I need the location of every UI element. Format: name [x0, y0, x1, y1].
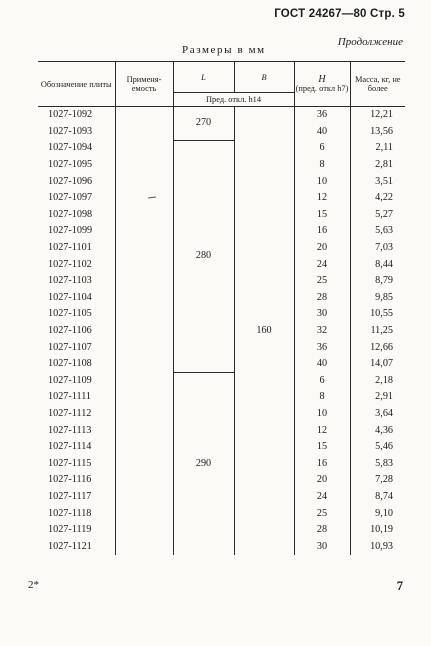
cell-mass: 7,03: [350, 240, 405, 257]
cell-designation: 1027-1093: [38, 124, 115, 141]
cell-H: 6: [294, 373, 350, 390]
cell-designation: 1027-1092: [38, 107, 115, 124]
cell-designation: 1027-1117: [38, 489, 115, 506]
cell-applicability: [115, 140, 173, 157]
cell-mass: 14,07: [350, 356, 405, 373]
cell-applicability: [115, 339, 173, 356]
cell-H: 10: [294, 406, 350, 423]
page-header: [274, 8, 405, 20]
sizes-title: Размеры в мм: [182, 44, 266, 56]
cell-designation: 1027-1103: [38, 273, 115, 290]
cell-H: 12: [294, 422, 350, 439]
cell-mass: 4,22: [350, 190, 405, 207]
cell-applicability: [115, 505, 173, 522]
header-H: [294, 62, 350, 107]
cell-H: 28: [294, 522, 350, 539]
cell-designation: 1027-1113: [38, 422, 115, 439]
cell-designation: 1027-1105: [38, 306, 115, 323]
cell-mass: 9,10: [350, 505, 405, 522]
cell-designation: 1027-1119: [38, 522, 115, 539]
cell-H: 15: [294, 207, 350, 224]
cell-applicability: [115, 256, 173, 273]
cell-mass: 3,64: [350, 406, 405, 423]
cell-mass: 2,91: [350, 389, 405, 406]
cell-applicability: [115, 240, 173, 257]
cell-designation: 1027-1097: [38, 190, 115, 207]
table-row: [38, 373, 405, 390]
pen-mark: [147, 196, 155, 198]
cell-designation: 1027-1109: [38, 373, 115, 390]
table-row: [38, 107, 405, 124]
cell-H: 36: [294, 107, 350, 124]
cell-designation: 1027-1107: [38, 339, 115, 356]
cell-H: 32: [294, 323, 350, 340]
cell-mass: 2,18: [350, 373, 405, 390]
header-H-symbol: H: [318, 74, 326, 85]
cell-H: 15: [294, 439, 350, 456]
cell-applicability: [115, 356, 173, 373]
cell-applicability: [115, 323, 173, 340]
cell-mass: 5,63: [350, 223, 405, 240]
cell-applicability: [115, 522, 173, 539]
cell-B: 160: [234, 107, 294, 556]
cell-H: 30: [294, 538, 350, 555]
cell-applicability: [115, 207, 173, 224]
cell-mass: 5,46: [350, 439, 405, 456]
cell-applicability: [115, 422, 173, 439]
table-body: [38, 107, 405, 556]
cell-applicability: [115, 389, 173, 406]
cell-L: 270: [173, 107, 234, 141]
cell-mass: 3,51: [350, 173, 405, 190]
cell-H: 25: [294, 505, 350, 522]
cell-designation: 1027-1099: [38, 223, 115, 240]
cell-applicability: [115, 157, 173, 174]
cell-applicability: [115, 472, 173, 489]
cell-mass: 5,27: [350, 207, 405, 224]
cell-mass: 10,93: [350, 538, 405, 555]
header-tolerance-h14: Пред. откл. h14: [173, 93, 294, 107]
cell-applicability: [115, 306, 173, 323]
cell-H: 12: [294, 190, 350, 207]
cell-applicability: [115, 538, 173, 555]
cell-L: 280: [173, 140, 234, 372]
cell-designation: 1027-1118: [38, 505, 115, 522]
cell-designation: 1027-1116: [38, 472, 115, 489]
cell-applicability: [115, 124, 173, 141]
cell-mass: 8,74: [350, 489, 405, 506]
cell-H: 30: [294, 306, 350, 323]
cell-designation: 1027-1094: [38, 140, 115, 157]
cell-mass: 11,25: [350, 323, 405, 340]
cell-applicability: [115, 273, 173, 290]
cell-applicability: [115, 406, 173, 423]
cell-designation: 1027-1112: [38, 406, 115, 423]
cell-designation: 1027-1096: [38, 173, 115, 190]
page-label: Стр. 5: [370, 8, 405, 20]
cell-designation: 1027-1104: [38, 290, 115, 307]
page-number: 7: [396, 579, 403, 593]
cell-H: 16: [294, 455, 350, 472]
cell-mass: 2,11: [350, 140, 405, 157]
cell-H: 36: [294, 339, 350, 356]
cell-applicability: [115, 173, 173, 190]
cell-applicability: [115, 290, 173, 307]
cell-L: 290: [173, 373, 234, 556]
cell-designation: 1027-1111: [38, 389, 115, 406]
table-row: [38, 140, 405, 157]
cell-applicability: [115, 489, 173, 506]
cell-applicability: [115, 190, 173, 207]
cell-H: 28: [294, 290, 350, 307]
cell-designation: 1027-1098: [38, 207, 115, 224]
cell-designation: 1027-1114: [38, 439, 115, 456]
continued-label: Продолжение: [337, 36, 403, 48]
cell-applicability: [115, 223, 173, 240]
cell-mass: 2,81: [350, 157, 405, 174]
header-applicability: Применя- емость: [115, 62, 173, 107]
cell-H: 10: [294, 173, 350, 190]
cell-H: 8: [294, 389, 350, 406]
cell-designation: 1027-1102: [38, 256, 115, 273]
sheet-mark: 2*: [28, 579, 39, 591]
cell-applicability: [115, 373, 173, 390]
header-H-tolerance: (пред. откл h7): [295, 84, 349, 93]
cell-mass: 10,55: [350, 306, 405, 323]
cell-designation: 1027-1121: [38, 538, 115, 555]
cell-applicability: [115, 107, 173, 124]
cell-mass: 12,66: [350, 339, 405, 356]
header-L: L: [173, 62, 234, 93]
cell-H: 20: [294, 472, 350, 489]
header-mass: Масса, кг, не более: [350, 62, 405, 107]
cell-applicability: [115, 439, 173, 456]
cell-H: 6: [294, 140, 350, 157]
cell-designation: 1027-1101: [38, 240, 115, 257]
cell-mass: 5,83: [350, 455, 405, 472]
cell-mass: 10,19: [350, 522, 405, 539]
cell-H: 16: [294, 223, 350, 240]
cell-applicability: [115, 455, 173, 472]
standard-number: ГОСТ 24267—80: [274, 8, 367, 20]
header-B: B: [234, 62, 294, 93]
header-designation: Обозначение плиты: [38, 62, 115, 107]
cell-mass: 12,21: [350, 107, 405, 124]
cell-mass: 8,44: [350, 256, 405, 273]
cell-mass: 8,79: [350, 273, 405, 290]
cell-mass: 7,28: [350, 472, 405, 489]
cell-H: 40: [294, 356, 350, 373]
cell-mass: 9,85: [350, 290, 405, 307]
cell-H: 8: [294, 157, 350, 174]
cell-designation: 1027-1095: [38, 157, 115, 174]
cell-H: 25: [294, 273, 350, 290]
cell-designation: 1027-1106: [38, 323, 115, 340]
cell-mass: 13,56: [350, 124, 405, 141]
cell-designation: 1027-1115: [38, 455, 115, 472]
cell-H: 20: [294, 240, 350, 257]
cell-H: 24: [294, 256, 350, 273]
cell-H: 24: [294, 489, 350, 506]
dimensions-table: [38, 61, 405, 555]
cell-mass: 4,36: [350, 422, 405, 439]
cell-H: 40: [294, 124, 350, 141]
cell-designation: 1027-1108: [38, 356, 115, 373]
